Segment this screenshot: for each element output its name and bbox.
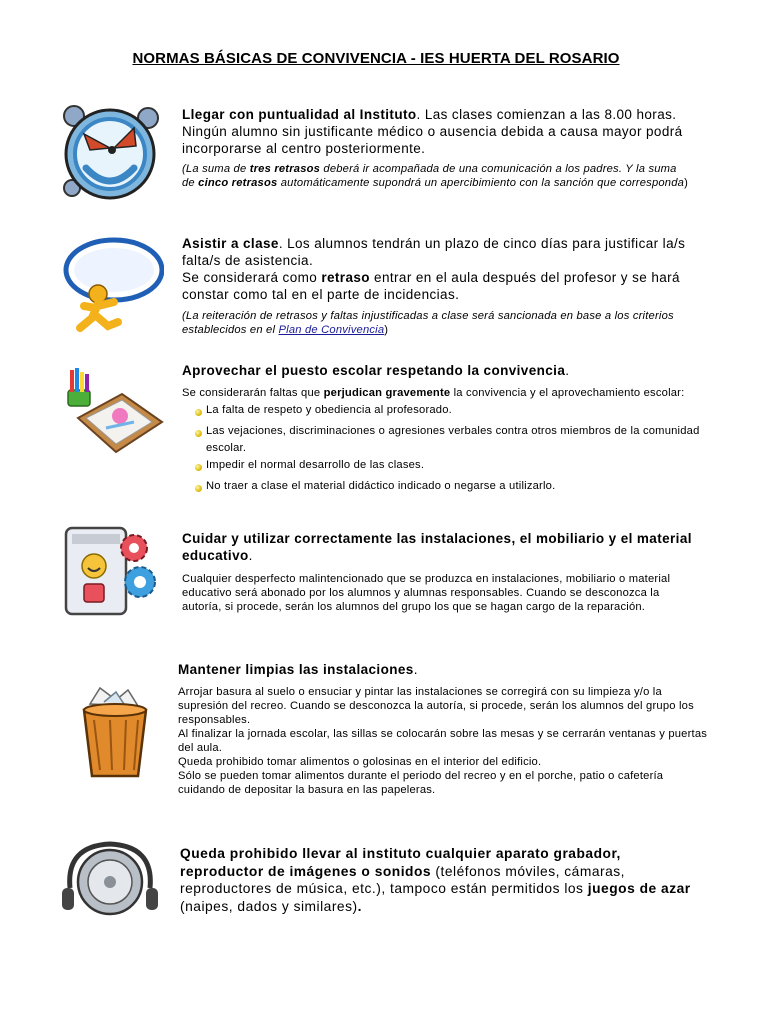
section-punctuality: Llegar con puntualidad al Instituto. Las clases comienzan a las 8.00 horas. Ningún alumno sin justificante médico o ausencia debida a causa mayor podrá incorporarse al centro posteriormente. (La suma de tres retrasos deberá ir acompañada de una comunicación a los padres. Y la suma de cinco retrasos automáticamente supondrá un apercibimiento con la sanción que corresponda): [182, 106, 692, 190]
page-title: NORMAS BÁSICAS DE CONVIVENCIA - IES HUERTA DEL ROSARIO: [132, 50, 620, 67]
section-clean-facilities: Mantener limpias las instalaciones. Arrojar basura al suelo o ensuciar y pintar las instalaciones se corregirá con su limpieza y/o la supresión del recreo. Cuando se desconozca la autoría, si procede, serán los alumnos del grupo los responsables. Al finalizar la jornada escolar, las sillas se colocarán sobre las mesas y se cerrarán ventanas y puertas del aula. Queda prohibido tomar alimentos o golosinas en el interior del edificio. Sólo se pueden tomar alimentos durante el periodo del recreo y en el porche, patio o cafetería cuidando de depositar la basura en las papeleras.: [178, 662, 708, 796]
section-note: (La suma de tres retrasos deberá ir acompañada de una comunicación a los padres. Y la suma de cinco retrasos automáticamente supondrá un apercibimiento con la sanción que corresponda): [182, 163, 688, 189]
section-heading: Asistir a clase: [182, 236, 279, 251]
plan-convivencia-link[interactable]: Plan de Convivencia: [278, 324, 385, 336]
section-heading: Llegar con puntualidad al Instituto: [182, 107, 417, 122]
trash-bin-icon: [76, 686, 156, 782]
section-note: (La reiteración de retrasos y faltas injustificadas a clase será sancionada en base a los criterios establecidos en el Plan de Convivencia): [182, 310, 674, 336]
drawing-crayons-icon: [64, 364, 164, 456]
faults-list: [182, 402, 702, 495]
list-item: Impedir el normal desarrollo de las clases.: [196, 457, 702, 474]
running-figure-speech-bubble-icon: [58, 236, 164, 336]
list-item: La falta de respeto y obediencia al profesorado.: [196, 402, 702, 419]
cd-player-headphones-icon: [60, 838, 160, 922]
section-prohibited-devices: Queda prohibido llevar al instituto cualquier aparato grabador, reproductor de imágenes o sonidos (teléfonos móviles, cámaras, reproductores de música, etc.), tampoco están permitidos los juegos de azar (naipes, dados y similares).: [180, 846, 691, 914]
section-facilities-care: Cuidar y utilizar correctamente las instalaciones, el mobiliario y el material educativo. Cualquier desperfecto malintencionado que se produzca en instalaciones, mobiliario o material educativo será abonado por los alumnos y alumnas responsables. Cuando se desconozca la autoría, si procede, serán los alumnos del grupo los que se hagan cargo de la reparación.: [182, 531, 692, 613]
section-school-place: Aprovechar el puesto escolar respetando la convivencia. Se considerarán faltas que perjudican gravemente la convivencia y el aprovechamiento escolar: La falta de respeto y obediencia al profesorado. Las vejaciones, discriminaciones o agresiones verbales contra otros miembros de la comunidad escolar. Impedir el normal desarrollo de las clases. No traer a clase el material didáctico indicado o negarse a utilizarlo.: [182, 362, 702, 499]
section-heading: Cuidar y utilizar correctamente las instalaciones, el mobiliario y el material educativo: [182, 531, 692, 563]
section-attendance: Asistir a clase. Los alumnos tendrán un plazo de cinco días para justificar la/s falta/s de asistencia. Se considerará como retraso entrar en el aula después del profesor y se hará constar como tal en el parte de incidencias. (La reiteración de retrasos y faltas injustificadas a clase será sancionada en base a los criterios establecidos en el Plan de Convivencia): [182, 235, 702, 337]
settings-panel-icon: [60, 524, 160, 620]
list-item: No traer a clase el material didáctico indicado o negarse a utilizarlo.: [196, 478, 702, 495]
list-item: Las vejaciones, discriminaciones o agresiones verbales contra otros miembros de la comunidad escolar.: [196, 423, 702, 457]
section-heading: Mantener limpias las instalaciones: [178, 662, 414, 677]
alarm-clock-icon: [56, 98, 166, 208]
section-heading: Aprovechar el puesto escolar respetando la convivencia: [182, 363, 566, 378]
